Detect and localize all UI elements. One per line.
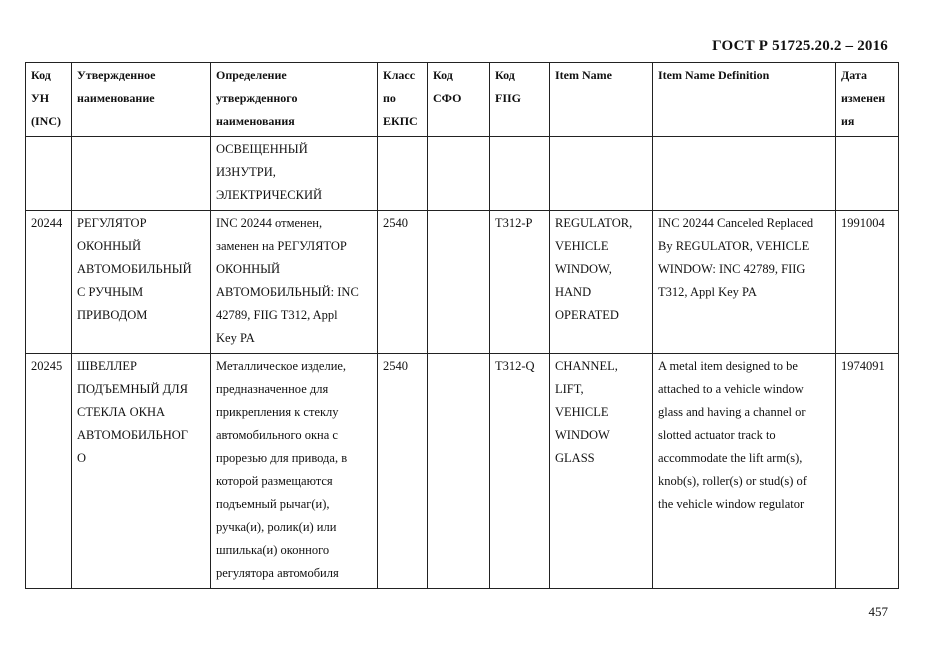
cell-line: VEHICLE — [555, 239, 609, 253]
cell-line: accommodate the lift arm(s), — [658, 451, 803, 465]
cell-item-name — [550, 137, 653, 211]
cell-line: С РУЧНЫМ — [77, 285, 144, 299]
cell-line: HAND — [555, 285, 592, 299]
cell-line: Key PA — [216, 331, 255, 345]
column-header-line: УН — [31, 91, 50, 105]
column-header-definition — [211, 63, 378, 137]
cell-line: АВТОМОБИЛЬНЫЙ: INC — [216, 285, 359, 299]
cell-ekps-class: 2540 — [378, 211, 428, 354]
cell-change-date: 1974091 — [836, 354, 899, 589]
cell-line: A metal item designed to be — [658, 359, 798, 373]
cell-line: attached to a vehicle window — [658, 382, 804, 396]
cell-line: 42789, FIIG T312, Appl — [216, 308, 338, 322]
column-header-line: наименования — [216, 114, 295, 128]
column-header-inc — [26, 63, 72, 137]
table-row — [26, 211, 899, 354]
column-header-ekps-class — [378, 63, 428, 137]
table-row — [26, 354, 899, 589]
cell-line: WINDOW, — [555, 262, 612, 276]
cell-line: VEHICLE — [555, 405, 609, 419]
column-header-item-name-definition — [653, 63, 836, 137]
cell-inc — [26, 137, 72, 211]
cell-definition — [211, 211, 378, 354]
column-header-line: изменен — [841, 91, 886, 105]
cell-line: WINDOW: INC 42789, FIIG — [658, 262, 806, 276]
column-header-line: Item Name — [555, 68, 612, 82]
cell-line: ЭЛЕКТРИЧЕСКИЙ — [216, 188, 323, 202]
cell-item-name-definition — [653, 354, 836, 589]
cell-item-name — [550, 211, 653, 354]
column-header-line: Класс — [383, 68, 416, 82]
column-header-change-date — [836, 63, 899, 137]
cell-sfo-code — [428, 211, 490, 354]
cell-inc: 20244 — [26, 211, 72, 354]
cell-fiig-code: T312-P — [490, 211, 550, 354]
cell-line: INC 20244 отменен, — [216, 216, 323, 230]
column-header-line: Дата — [841, 68, 867, 82]
cell-line: регулятора автомобиля — [216, 566, 339, 580]
cell-line: Металлическое изделие, — [216, 359, 347, 373]
column-header-line: Код — [433, 68, 453, 82]
cell-line: REGULATOR, — [555, 216, 633, 230]
cell-line: СТЕКЛА ОКНА — [77, 405, 165, 419]
column-header-line: наименование — [77, 91, 155, 105]
cell-line: подъемный рычаг(и), — [216, 497, 330, 511]
cell-sfo-code — [428, 354, 490, 589]
cell-line: шпилька(и) оконного — [216, 543, 330, 557]
cell-line: OPERATED — [555, 308, 619, 322]
cell-ekps-class: 2540 — [378, 354, 428, 589]
cell-ekps-class — [378, 137, 428, 211]
cell-inc: 20245 — [26, 354, 72, 589]
cell-change-date: 1991004 — [836, 211, 899, 354]
cell-line: GLASS — [555, 451, 595, 465]
column-header-line: ия — [841, 114, 855, 128]
column-header-approved-name — [72, 63, 211, 137]
item-names-table — [25, 62, 899, 589]
column-header-line: Item Name Definition — [658, 68, 770, 82]
cell-line: АВТОМОБИЛЬНЫЙ — [77, 262, 192, 276]
column-header-line: ЕКПС — [383, 114, 418, 128]
cell-line: INC 20244 Canceled Replaced — [658, 216, 814, 230]
document-standard-header: ГОСТ Р 51725.20.2 – 2016 — [712, 38, 888, 54]
cell-line: АВТОМОБИЛЬНОГ — [77, 428, 188, 442]
cell-approved-name — [72, 137, 211, 211]
cell-definition — [211, 137, 378, 211]
cell-line: прикрепления к стеклу — [216, 405, 339, 419]
column-header-line: СФО — [433, 91, 462, 105]
cell-line: прорезью для привода, в — [216, 451, 348, 465]
cell-line: ШВЕЛЛЕР — [77, 359, 137, 373]
cell-line: ручка(и), ролик(и) или — [216, 520, 337, 534]
cell-line: РЕГУЛЯТОР — [77, 216, 147, 230]
cell-line: the vehicle window regulator — [658, 497, 805, 511]
cell-fiig-code — [490, 137, 550, 211]
cell-line: By REGULATOR, VEHICLE — [658, 239, 810, 253]
column-header-sfo-code — [428, 63, 490, 137]
cell-line: предназначенное для — [216, 382, 329, 396]
column-header-line: Определение — [216, 68, 287, 82]
cell-line: ПРИВОДОМ — [77, 308, 148, 322]
cell-line: ОСВЕЩЕННЫЙ — [216, 142, 308, 156]
column-header-item-name — [550, 63, 653, 137]
column-header-line: Код — [495, 68, 515, 82]
cell-line: заменен на РЕГУЛЯТОР — [216, 239, 347, 253]
cell-line: которой размещаются — [216, 474, 333, 488]
cell-line: slotted actuator track to — [658, 428, 776, 442]
column-header-line: утвержденного — [216, 91, 298, 105]
table-header-row — [26, 63, 899, 137]
cell-fiig-code: T312-Q — [490, 354, 550, 589]
column-header-line: Код — [31, 68, 51, 82]
cell-approved-name — [72, 211, 211, 354]
column-header-line: (INC) — [31, 114, 61, 128]
cell-line: LIFT, — [555, 382, 584, 396]
cell-line: О — [77, 451, 87, 465]
table-row — [26, 137, 899, 211]
cell-line: CHANNEL, — [555, 359, 618, 373]
cell-line: ОКОННЫЙ — [216, 262, 281, 276]
column-header-fiig-code — [490, 63, 550, 137]
cell-line: ПОДЪЕМНЫЙ ДЛЯ — [77, 382, 188, 396]
page-number: 457 — [868, 604, 888, 619]
cell-sfo-code — [428, 137, 490, 211]
cell-approved-name — [72, 354, 211, 589]
cell-line: T312, Appl Key PA — [658, 285, 757, 299]
cell-line: ОКОННЫЙ — [77, 239, 142, 253]
cell-line: knob(s), roller(s) or stud(s) of — [658, 474, 807, 488]
column-header-line: FIIG — [495, 91, 522, 105]
cell-definition — [211, 354, 378, 589]
cell-line: WINDOW — [555, 428, 610, 442]
cell-line: ИЗНУТРИ, — [216, 165, 276, 179]
column-header-line: по — [383, 91, 396, 105]
cell-line: glass and having a channel or — [658, 405, 806, 419]
cell-line: автомобильного окна с — [216, 428, 338, 442]
column-header-line: Утвержденное — [77, 68, 156, 82]
cell-item-name-definition — [653, 137, 836, 211]
cell-item-name — [550, 354, 653, 589]
cell-change-date — [836, 137, 899, 211]
cell-item-name-definition — [653, 211, 836, 354]
